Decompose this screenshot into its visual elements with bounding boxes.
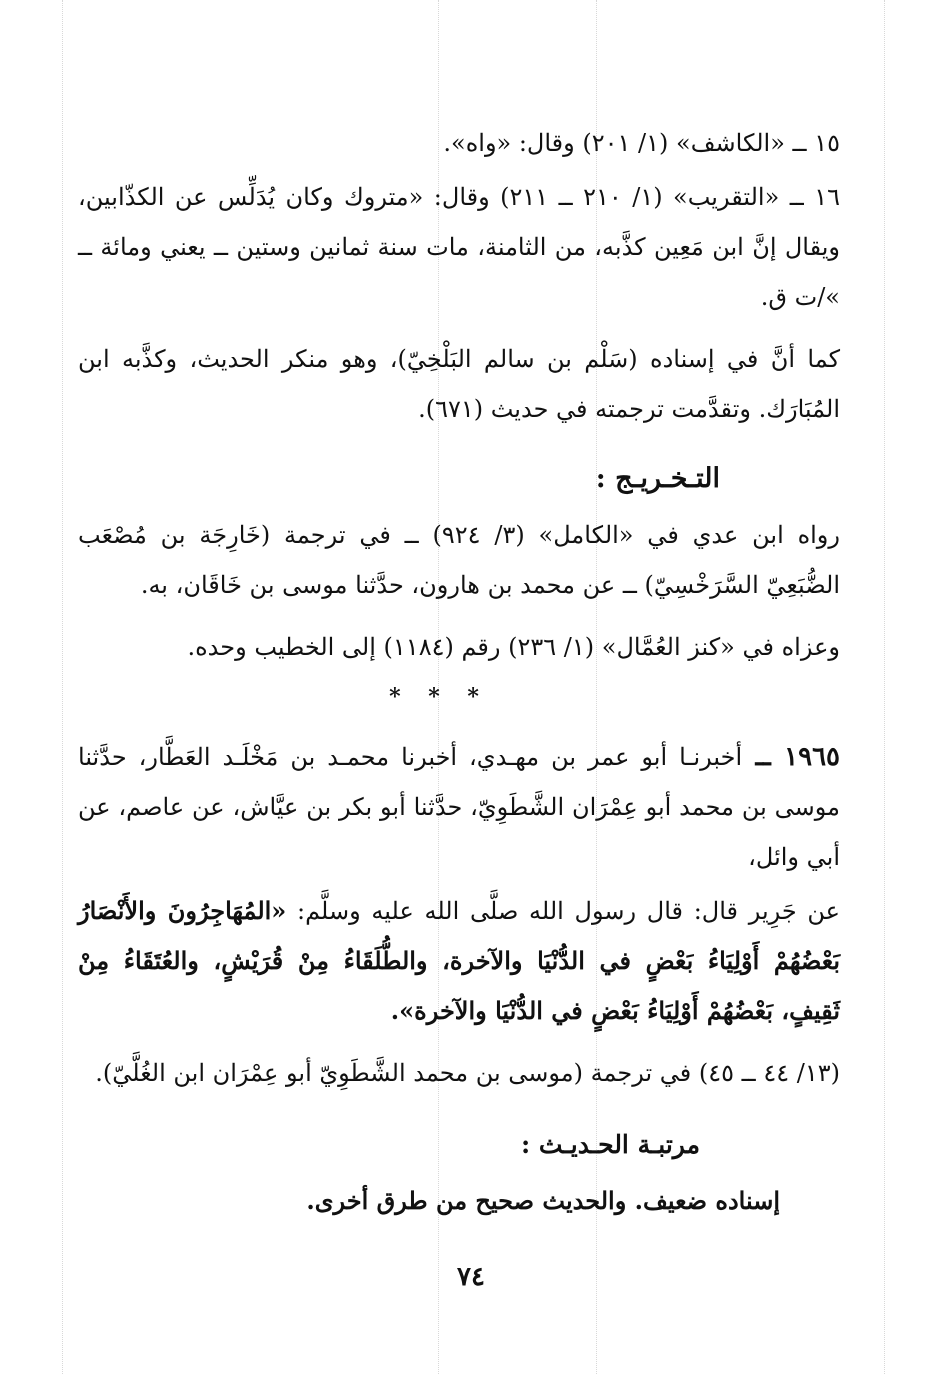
takhrij-heading: التـخـريـج : <box>595 463 720 494</box>
hadith-number: ١٩٦٥ <box>784 742 840 772</box>
takhrij-paragraph-1: رواه ابن عدي في «الكامل» (٣/ ٩٢٤) ــ في ترجمة (خَارِجَة بن مُصْعَب الضُّبَعِيّ السَّرَخْسِيّ) ــ عن محمد بن هارون، حدَّثنا موسى بن خَاقَان، به. <box>78 521 840 599</box>
hadith-chain-end: عن جَرِير قال: قال رسول الله صلَّى الله عليه وسلَّم: <box>286 897 841 925</box>
hadith-isnad-paragraph <box>78 732 840 882</box>
hadith-matn: «المُهَاجِرُونَ والأَنْصَارُ بَعْضُهُمْ أَوْلِيَاءُ بَعْضٍ في الدُّنْيَا والآخرة، والطُّلَقَاءُ مِنْ قُرَيْشٍ، والعُتَقَاءُ مِنْ ثَقِيفٍ، بَعْضُهُمْ أَوْلِيَاءُ بَعْضٍ في الدُّنْيَا والآخرة». <box>78 896 840 1025</box>
hadith-number-dash: ــ <box>742 742 785 772</box>
hadith-text-paragraph <box>78 886 840 1036</box>
page-body <box>78 118 840 1226</box>
hadith-source: (١٣/ ٤٤ ــ ٤٥) في ترجمة (موسى بن محمد الشَّطَوِيّ أبو عِمْرَان ابن الغُلَّيّ). <box>95 1059 840 1087</box>
page-number: ٧٤ <box>457 1262 485 1292</box>
footnote-16: ١٦ ــ «التقريب» (١/ ٢١٠ ــ ٢١١) وقال: «متروك وكان يُدَلِّس عن الكذّابين، ويقال إنَّ ابن مَعِين كذَّبه، من الثامنة، مات سنة ثمانين وستين ــ يعني ومائة ــ »/ت ق. <box>78 183 840 311</box>
section-separator: * * * <box>389 684 489 710</box>
isnad-note: كما أنَّ في إسناده (سَلْم بن سالم البَلْخِيّ)، وهو منكر الحديث، وكذَّبه ابن المُبَارَك. وتقدَّمت ترجمته في حديث (٦٧١). <box>78 345 840 423</box>
hadith-isnad: أخبرنـا أبو عمر بن مهـدي، أخبرنا محمـد بن مَخْلَـد العَطَّار، حدَّثنا موسى بن محمد أبو عِمْرَان الشَّطَوِيّ، حدَّثنا أبو بكر بن عيَّاش، عن عاصم، عن أبي وائل، <box>78 743 840 871</box>
scan-artifact-line <box>62 0 63 1374</box>
takhrij-paragraph-2: وعزاه في «كنز العُمَّال» (١/ ٢٣٦) رقم (١١٨٤) إلى الخطيب وحده. <box>187 633 840 661</box>
grade-text: إسناده ضعيف. والحديث صحيح من طرق أخرى. <box>306 1186 780 1215</box>
scan-artifact-line <box>884 0 885 1374</box>
footnote-15: ١٥ ــ «الكاشف» (١/ ٢٠١) وقال: «واه». <box>443 129 840 157</box>
grade-heading: مرتبـة الحـديـث : <box>520 1130 700 1159</box>
